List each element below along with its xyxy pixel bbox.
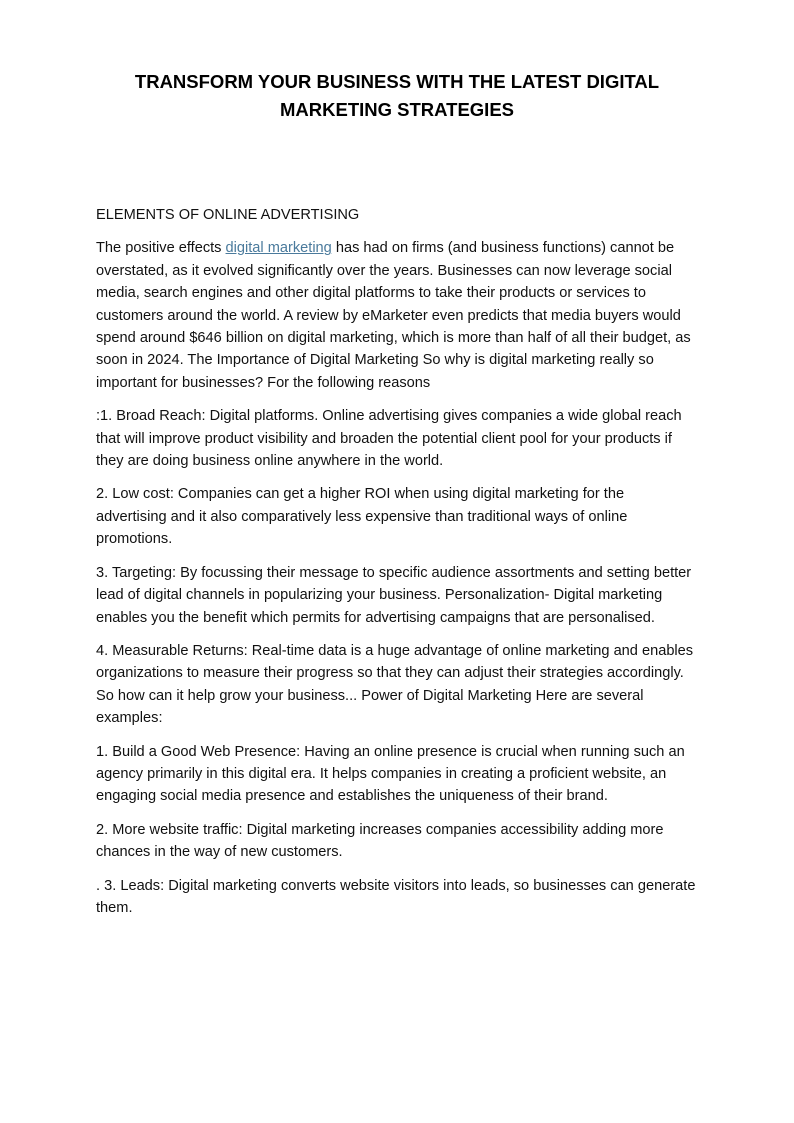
intro-text-before-link: The positive effects	[96, 240, 226, 257]
document-body	[96, 204, 698, 930]
page-title-line-1: TRANSFORM YOUR BUSINESS WITH THE LATEST DIGITAL	[134, 71, 660, 92]
paragraph-broad-reach: :1. Broad Reach: Digital platforms. Online advertising gives companies a wide global reach that will improve product visibility and broaden the potential client pool for your products if they are doing business online anywhere in the world.	[96, 408, 682, 470]
paragraph-website-traffic: 2. More website traffic: Digital marketing increases companies accessibility adding more chances in the way of new customers.	[96, 821, 664, 861]
paragraph-targeting: 3. Targeting: By focussing their message to specific audience assortments and setting better lead of digital channels in popularizing your business. Personalization- Digital marketing enables you the benefit which permits for advertising campaigns that are personalised.	[96, 564, 692, 626]
intro-text-after-link: has had on firms (and business functions) cannot be overstated, as it evolved significantly over the years. Businesses can now leverage social media, search engines and other digital platforms to take their products or services to customers around the world. A review by eMarketer even predicts that media buyers would spend around $646 billion on digital marketing, which is more than half of all their budget, as soon in 2024. The Importance of Digital Marketing So why is digital marketing really so important for businesses? For the following reasons	[96, 240, 691, 391]
section-heading: ELEMENTS OF ONLINE ADVERTISING	[96, 207, 360, 223]
page-title	[96, 68, 698, 124]
digital-marketing-link[interactable]: digital marketing	[225, 240, 332, 257]
paragraph-web-presence: 1. Build a Good Web Presence: Having an online presence is crucial when running such an agency primarily in this digital era. It helps companies in creating a proficient website, an engaging social media presence and establishes the uniqueness of their brand.	[96, 743, 685, 805]
page-title-line-2: MARKETING STRATEGIES	[280, 99, 514, 120]
paragraph-measurable-returns: 4. Measurable Returns: Real-time data is a huge advantage of online marketing and enables organizations to measure their progress so that they can adjust their strategies accordingly. So how can it help grow your business... Power of Digital Marketing Here are several examples:	[96, 642, 694, 727]
paragraph-low-cost: 2. Low cost: Companies can get a higher ROI when using digital marketing for the advertising and it also comparatively less expensive than traditional ways of online promotions.	[96, 486, 628, 548]
paragraph-leads: . 3. Leads: Digital marketing converts website visitors into leads, so businesses can generate them.	[96, 877, 696, 916]
intro-paragraph	[96, 237, 698, 394]
